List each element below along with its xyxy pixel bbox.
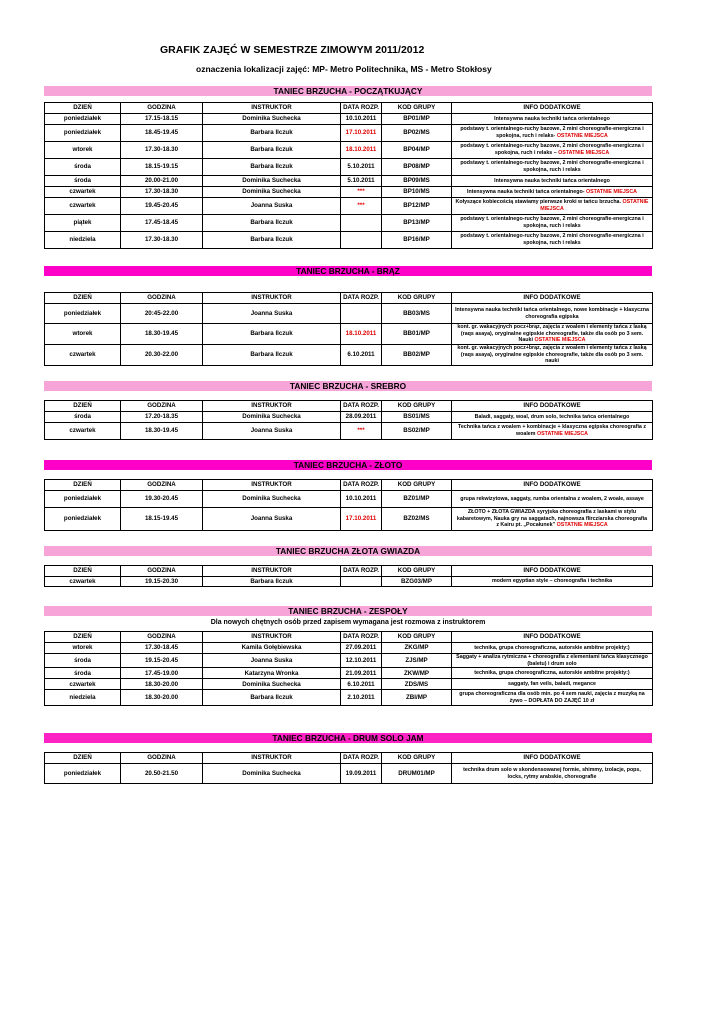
day-cell: niedziela [45, 232, 121, 249]
instructor-cell: Barbara Ilczuk [203, 345, 341, 366]
column-header: INFO DODATKOWE [452, 103, 653, 114]
column-header: INFO DODATKOWE [452, 753, 653, 764]
time-cell: 17.30-18.30 [121, 142, 203, 159]
time-cell: 17.20-18.35 [121, 412, 203, 423]
time-cell: 18.45-19.45 [121, 125, 203, 142]
info-cell [452, 176, 653, 187]
info-cell [452, 215, 653, 232]
schedule-table [44, 565, 653, 587]
table-row [45, 215, 653, 232]
column-header: INSTRUKTOR [203, 401, 341, 412]
table-row [45, 304, 653, 324]
day-cell: niedziela [45, 690, 121, 706]
schedule-table [44, 292, 653, 366]
column-header: KOD GRUPY [382, 401, 452, 412]
time-cell: 20.50-21.50 [121, 764, 203, 784]
code-cell: ZKW/MP [382, 668, 452, 679]
info-text: saggaty, fan veils, baladi, megance [508, 680, 596, 687]
info-cell [452, 324, 653, 345]
day-cell: środa [45, 176, 121, 187]
info-text: podstawy t. orientalnego-ruchy bazowe, 2 mini choreografie-energiczna i spokojna, ruch i relaks – [460, 143, 644, 156]
day-cell: czwartek [45, 345, 121, 366]
day-cell: poniedziałek [45, 304, 121, 324]
time-cell: 18.15-19.15 [121, 159, 203, 176]
code-cell: BP12/MP [382, 198, 452, 215]
time-cell: 20.00-21.00 [121, 176, 203, 187]
date-cell [341, 215, 382, 232]
column-header: KOD GRUPY [382, 480, 452, 491]
instructor-cell: Kamila Gołębiewska [203, 643, 341, 654]
column-header: KOD GRUPY [382, 632, 452, 643]
column-header: INSTRUKTOR [203, 632, 341, 643]
last-places-badge: OSTATNIE MIEJSCA [556, 522, 608, 529]
time-cell: 17.30-18.30 [121, 187, 203, 198]
last-places-badge: OSTATNIE MIEJSCA [536, 431, 588, 437]
column-header: INFO DODATKOWE [452, 480, 653, 491]
date-cell [341, 232, 382, 249]
date-cell: 10.10.2011 [341, 491, 382, 508]
date-cell [341, 304, 382, 324]
table-row [45, 176, 653, 187]
column-header: INFO DODATKOWE [452, 632, 653, 643]
date-cell: 6.10.2011 [341, 679, 382, 690]
schedule-section [44, 266, 652, 366]
day-cell: wtorek [45, 643, 121, 654]
code-cell: BP04/MP [382, 142, 452, 159]
table-row [45, 142, 653, 159]
info-cell [452, 690, 653, 706]
instructor-cell: Dominika Suchecka [203, 412, 341, 423]
instructor-cell: Dominika Suchecka [203, 187, 341, 198]
date-cell: 28.09.2011 [341, 412, 382, 423]
day-cell: wtorek [45, 142, 121, 159]
info-text: grupa choreograficzna dla osób min. po 4 sem nauki, zajęcia z muzyką na żywo – DOPŁATA DO ZAJĘĆ 10 zł [459, 691, 645, 704]
code-cell: ZJS/MP [382, 654, 452, 668]
schedule-table [44, 752, 653, 784]
day-cell: poniedziałek [45, 491, 121, 508]
date-cell: 6.10.2011 [341, 345, 382, 366]
instructor-cell: Joanna Suska [203, 304, 341, 324]
code-cell: DRUM01/MP [382, 764, 452, 784]
schedule-section [44, 86, 652, 249]
time-cell: 19.45-20.45 [121, 198, 203, 215]
info-text: Intensywna nauka techniki tańca orientalnego, nowe kombinacje + klasyczna choreografia egipska [455, 306, 649, 320]
info-cell [452, 577, 653, 587]
column-header: KOD GRUPY [382, 753, 452, 764]
info-text: Intensywna nauka techniki tańca orientalnego [494, 115, 610, 122]
column-header: DZIEŃ [45, 401, 121, 412]
instructor-cell: Joanna Suska [203, 423, 341, 440]
table-row [45, 668, 653, 679]
code-cell: BP09/MS [382, 176, 452, 187]
info-cell [452, 142, 653, 159]
info-cell [452, 491, 653, 508]
info-text: Technika tańca z woalem + kombinacje + klasyczna egipska choreografia z woalem [457, 424, 647, 437]
last-places-badge: OSTATNIE MIEJSCA [534, 337, 586, 344]
info-text: Saggaty + analiza rytmiczna + choreografia z elementami tańca klasycznego (baletu) i drum solo [456, 654, 648, 667]
time-cell: 17.45-18.45 [121, 215, 203, 232]
info-text: Kołyszące kobiecością stawiamy pierwsze kroki w tańcu brzucha. [455, 199, 621, 206]
date-cell: *** [341, 198, 382, 215]
day-cell: czwartek [45, 187, 121, 198]
info-text: podstawy t. orientalnego-ruchy bazowe, 2 mini choreografie-energiczna i spokojna, ruch i relaks- [460, 126, 644, 139]
time-cell: 20.30-22.00 [121, 345, 203, 366]
info-cell [452, 668, 653, 679]
day-cell: poniedziałek [45, 125, 121, 142]
column-header: KOD GRUPY [382, 293, 452, 304]
day-cell: poniedziałek [45, 764, 121, 784]
code-cell: BP02/MS [382, 125, 452, 142]
code-cell: BZ01/MP [382, 491, 452, 508]
column-header: INFO DODATKOWE [452, 293, 653, 304]
page-title: GRAFIK ZAJĘĆ W SEMESTRZE ZIMOWYM 2011/2012 [160, 44, 425, 56]
table-row [45, 412, 653, 423]
info-cell [452, 643, 653, 654]
info-text: Baladi, saggaty, woal, drum solo, technika tańca orientalnego [474, 413, 630, 420]
time-cell: 17.15-18.15 [121, 114, 203, 125]
code-cell: ZDS/MS [382, 679, 452, 690]
instructor-cell: Dominika Suchecka [203, 679, 341, 690]
instructor-cell: Dominika Suchecka [203, 764, 341, 784]
section-heading: TANIEC BRZUCHA ZŁOTA GWIAZDA [44, 546, 652, 556]
schedule-table [44, 400, 653, 440]
info-cell [452, 304, 653, 324]
date-cell: 27.09.2011 [341, 643, 382, 654]
code-cell: BB02/MP [382, 345, 452, 366]
column-header: DZIEŃ [45, 566, 121, 577]
header-row [45, 480, 653, 491]
info-text: Intensywna nauka techniki tańca orientalnego- [467, 188, 585, 195]
column-header: DZIEŃ [45, 480, 121, 491]
instructor-cell: Dominika Suchecka [203, 176, 341, 187]
time-cell: 18.15-19.45 [121, 508, 203, 531]
day-cell: czwartek [45, 198, 121, 215]
info-cell [452, 114, 653, 125]
table-row [45, 690, 653, 706]
header-row [45, 103, 653, 114]
table-row [45, 198, 653, 215]
column-header: INSTRUKTOR [203, 753, 341, 764]
time-cell: 19.15-20.30 [121, 577, 203, 587]
day-cell: środa [45, 412, 121, 423]
table-row [45, 643, 653, 654]
instructor-cell: Dominika Suchecka [203, 491, 341, 508]
info-text: Intensywna nauka techniki tańca orientalnego [494, 177, 610, 184]
instructor-cell: Barbara Ilczuk [203, 125, 341, 142]
schedule-table [44, 479, 653, 531]
code-cell: BZ02/MS [382, 508, 452, 531]
day-cell: środa [45, 668, 121, 679]
instructor-cell: Joanna Suska [203, 654, 341, 668]
table-row [45, 159, 653, 176]
info-text: kont. gr. wakacyjnych pocz+brąz, zajęcia z woalem i elementy tańca z laską (raqs asaya), oryginalne egipskie choreografie, także dla osób po 3 sem. Nauki [457, 324, 647, 344]
info-text: kont. gr. wakacyjnych pocz+brąz, zajęcia z woalem i elementy tańca z laską (raqs asaya), oryginalne egipskie choreografie, także dla osób po 3 sem. nauki [457, 345, 647, 365]
section-note: Dla nowych chętnych osób przed zapisem wymagana jest rozmowa z instruktorem [210, 619, 486, 626]
instructor-cell: Katarzyna Wronka [203, 668, 341, 679]
date-cell: 19.09.2011 [341, 764, 382, 784]
last-places-badge: OSTATNIE MIEJSCA [540, 199, 649, 212]
info-cell [452, 345, 653, 366]
info-text: ZŁOTO + ZŁOTA GWIAZDA syryjska choreografia z laskami w stylu kabaretowym, Nauka gry na saggatach, najnowsza flircziarska choreografia z Kairu pt. „Pocałunek” [456, 509, 648, 529]
column-header: DZIEŃ [45, 753, 121, 764]
date-cell: 21.09.2011 [341, 668, 382, 679]
section-heading: TANIEC BRZUCHA - DRUM SOLO JAM [44, 733, 652, 743]
column-header: INSTRUKTOR [203, 293, 341, 304]
schedule-section [44, 460, 652, 531]
column-header: GODZINA [121, 401, 203, 412]
info-cell [452, 159, 653, 176]
info-text: podstawy t. orientalnego-ruchy bazowe, 2 mini choreografie-energiczna i spokojna, ruch i relaks [460, 216, 644, 229]
schedule-section [44, 381, 652, 440]
column-header: DATA ROZP. [341, 103, 382, 114]
code-cell: BP01/MP [382, 114, 452, 125]
column-header: DATA ROZP. [341, 293, 382, 304]
info-cell [452, 654, 653, 668]
day-cell: środa [45, 159, 121, 176]
table-row [45, 423, 653, 440]
instructor-cell: Barbara Ilczuk [203, 577, 341, 587]
column-header: GODZINA [121, 632, 203, 643]
schedule-table [44, 631, 653, 706]
instructor-cell: Joanna Suska [203, 198, 341, 215]
column-header: DATA ROZP. [341, 753, 382, 764]
column-header: KOD GRUPY [382, 566, 452, 577]
column-header: GODZINA [121, 566, 203, 577]
code-cell: BS02/MP [382, 423, 452, 440]
day-cell: czwartek [45, 679, 121, 690]
date-cell: 18.10.2011 [341, 324, 382, 345]
info-cell [452, 423, 653, 440]
header-row [45, 401, 653, 412]
instructor-cell: Barbara Ilczuk [203, 142, 341, 159]
column-header: DATA ROZP. [341, 566, 382, 577]
column-header: DZIEŃ [45, 293, 121, 304]
table-row [45, 491, 653, 508]
code-cell: ZBI/MP [382, 690, 452, 706]
schedule-section [44, 733, 652, 784]
instructor-cell: Barbara Ilczuk [203, 232, 341, 249]
instructor-cell: Barbara Ilczuk [203, 215, 341, 232]
time-cell: 18.30-20.00 [121, 679, 203, 690]
date-cell: *** [341, 187, 382, 198]
info-text: technika, grupa choreograficzna, autorskie ambitne projekty:) [474, 669, 630, 676]
info-text: grupa rekwizytowa, saggaty, rumba orientalna z woalem, 2 woale, assaye [460, 495, 644, 502]
column-header: INSTRUKTOR [203, 480, 341, 491]
time-cell: 18.30-19.45 [121, 423, 203, 440]
date-cell: 18.10.2011 [341, 142, 382, 159]
column-header: DATA ROZP. [341, 401, 382, 412]
time-cell: 19.30-20.45 [121, 491, 203, 508]
time-cell: 17.30-18.45 [121, 643, 203, 654]
code-cell: BB01/MP [382, 324, 452, 345]
time-cell: 17.45-19.00 [121, 668, 203, 679]
column-header: GODZINA [121, 753, 203, 764]
time-cell: 17.30-18.30 [121, 232, 203, 249]
code-cell: BP08/MP [382, 159, 452, 176]
date-cell: 5.10.2011 [341, 159, 382, 176]
header-row [45, 566, 653, 577]
date-cell: 10.10.2011 [341, 114, 382, 125]
info-cell [452, 508, 653, 531]
day-cell: wtorek [45, 324, 121, 345]
section-heading: TANIEC BRZUCHA - SREBRO [44, 381, 652, 391]
instructor-cell: Barbara Ilczuk [203, 690, 341, 706]
info-cell [452, 232, 653, 249]
info-text: podstawy t. orientalnego-ruchy bazowe, 2 mini choreografie-energiczna i spokojna, ruch i relaks [460, 160, 644, 173]
instructor-cell: Barbara Ilczuk [203, 159, 341, 176]
column-header: INSTRUKTOR [203, 103, 341, 114]
info-cell [452, 187, 653, 198]
day-cell: poniedziałek [45, 508, 121, 531]
column-header: GODZINA [121, 480, 203, 491]
column-header: INFO DODATKOWE [452, 401, 653, 412]
code-cell: BP10/MS [382, 187, 452, 198]
code-cell: BZG03/MP [382, 577, 452, 587]
date-cell: 17.10.2011 [341, 508, 382, 531]
code-cell: BS01/MS [382, 412, 452, 423]
column-header: INFO DODATKOWE [452, 566, 653, 577]
header-row [45, 632, 653, 643]
table-row [45, 232, 653, 249]
code-cell: BB03/MS [382, 304, 452, 324]
time-cell: 19.15-20.45 [121, 654, 203, 668]
section-heading: TANIEC BRZUCHA - POCZĄTKUJĄCY [44, 86, 652, 96]
day-cell: poniedziałek [45, 114, 121, 125]
table-row [45, 679, 653, 690]
info-text: technika, grupa choreograficzna, autorskie ambitne projekty:) [474, 644, 630, 651]
last-places-badge: OSTATNIE MIEJSCA [558, 150, 610, 156]
date-cell: 12.10.2011 [341, 654, 382, 668]
info-text: podstawy t. orientalnego-ruchy bazowe, 2 mini choreografie-energiczna i spokojna, ruch i relaks [460, 233, 644, 246]
table-row [45, 577, 653, 587]
date-cell: 17.10.2011 [341, 125, 382, 142]
section-heading: TANIEC BRZUCHA - ZESPOŁY [44, 606, 652, 616]
date-cell: *** [341, 423, 382, 440]
date-cell: 2.10.2011 [341, 690, 382, 706]
code-cell: BP16/MP [382, 232, 452, 249]
table-row [45, 764, 653, 784]
table-row [45, 345, 653, 366]
day-cell: piątek [45, 215, 121, 232]
table-row [45, 508, 653, 531]
info-text: modern egyptian style – choreografia i technika [491, 578, 613, 585]
day-cell: czwartek [45, 423, 121, 440]
time-cell: 18.30-20.00 [121, 690, 203, 706]
table-row [45, 324, 653, 345]
column-header: KOD GRUPY [382, 103, 452, 114]
info-cell [452, 125, 653, 142]
day-cell: środa [45, 654, 121, 668]
column-header: DZIEŃ [45, 103, 121, 114]
code-cell: ZKG/MP [382, 643, 452, 654]
info-cell [452, 412, 653, 423]
instructor-cell: Dominika Suchecka [203, 114, 341, 125]
table-row [45, 114, 653, 125]
schedule-section [44, 546, 652, 587]
code-cell: BP13/MP [382, 215, 452, 232]
date-cell [341, 577, 382, 587]
section-heading: TANIEC BRZUCHA - BRĄZ [44, 266, 652, 276]
time-cell: 20:45-22.00 [121, 304, 203, 324]
column-header: DZIEŃ [45, 632, 121, 643]
info-cell [452, 198, 653, 215]
header-row [45, 753, 653, 764]
table-row [45, 125, 653, 142]
column-header: GODZINA [121, 103, 203, 114]
info-cell [452, 764, 653, 784]
header-row [45, 293, 653, 304]
date-cell: 5.10.2011 [341, 176, 382, 187]
table-row [45, 654, 653, 668]
day-cell: czwartek [45, 577, 121, 587]
column-header: DATA ROZP. [341, 480, 382, 491]
page-subtitle: oznaczenia lokalizacji zajęć: MP- Metro Politechnika, MS - Metro Stokłosy [196, 64, 492, 74]
time-cell: 18.30-19.45 [121, 324, 203, 345]
section-heading: TANIEC BRZUCHA - ZŁOTO [44, 460, 652, 470]
info-cell [452, 679, 653, 690]
schedule-section [44, 606, 652, 706]
instructor-cell: Barbara Ilczuk [203, 324, 341, 345]
info-text: technika drum solo w skondensowanej formie, shimmy, izolacje, pops, locks, rytmy arabskie, choreografie [463, 766, 641, 780]
column-header: DATA ROZP. [341, 632, 382, 643]
column-header: GODZINA [121, 293, 203, 304]
last-places-badge: OSTATNIE MIEJSCA [556, 133, 608, 139]
column-header: INSTRUKTOR [203, 566, 341, 577]
table-row [45, 187, 653, 198]
last-places-badge: OSTATNIE MIEJSCA [585, 188, 637, 195]
instructor-cell: Joanna Suska [203, 508, 341, 531]
schedule-table [44, 102, 653, 249]
